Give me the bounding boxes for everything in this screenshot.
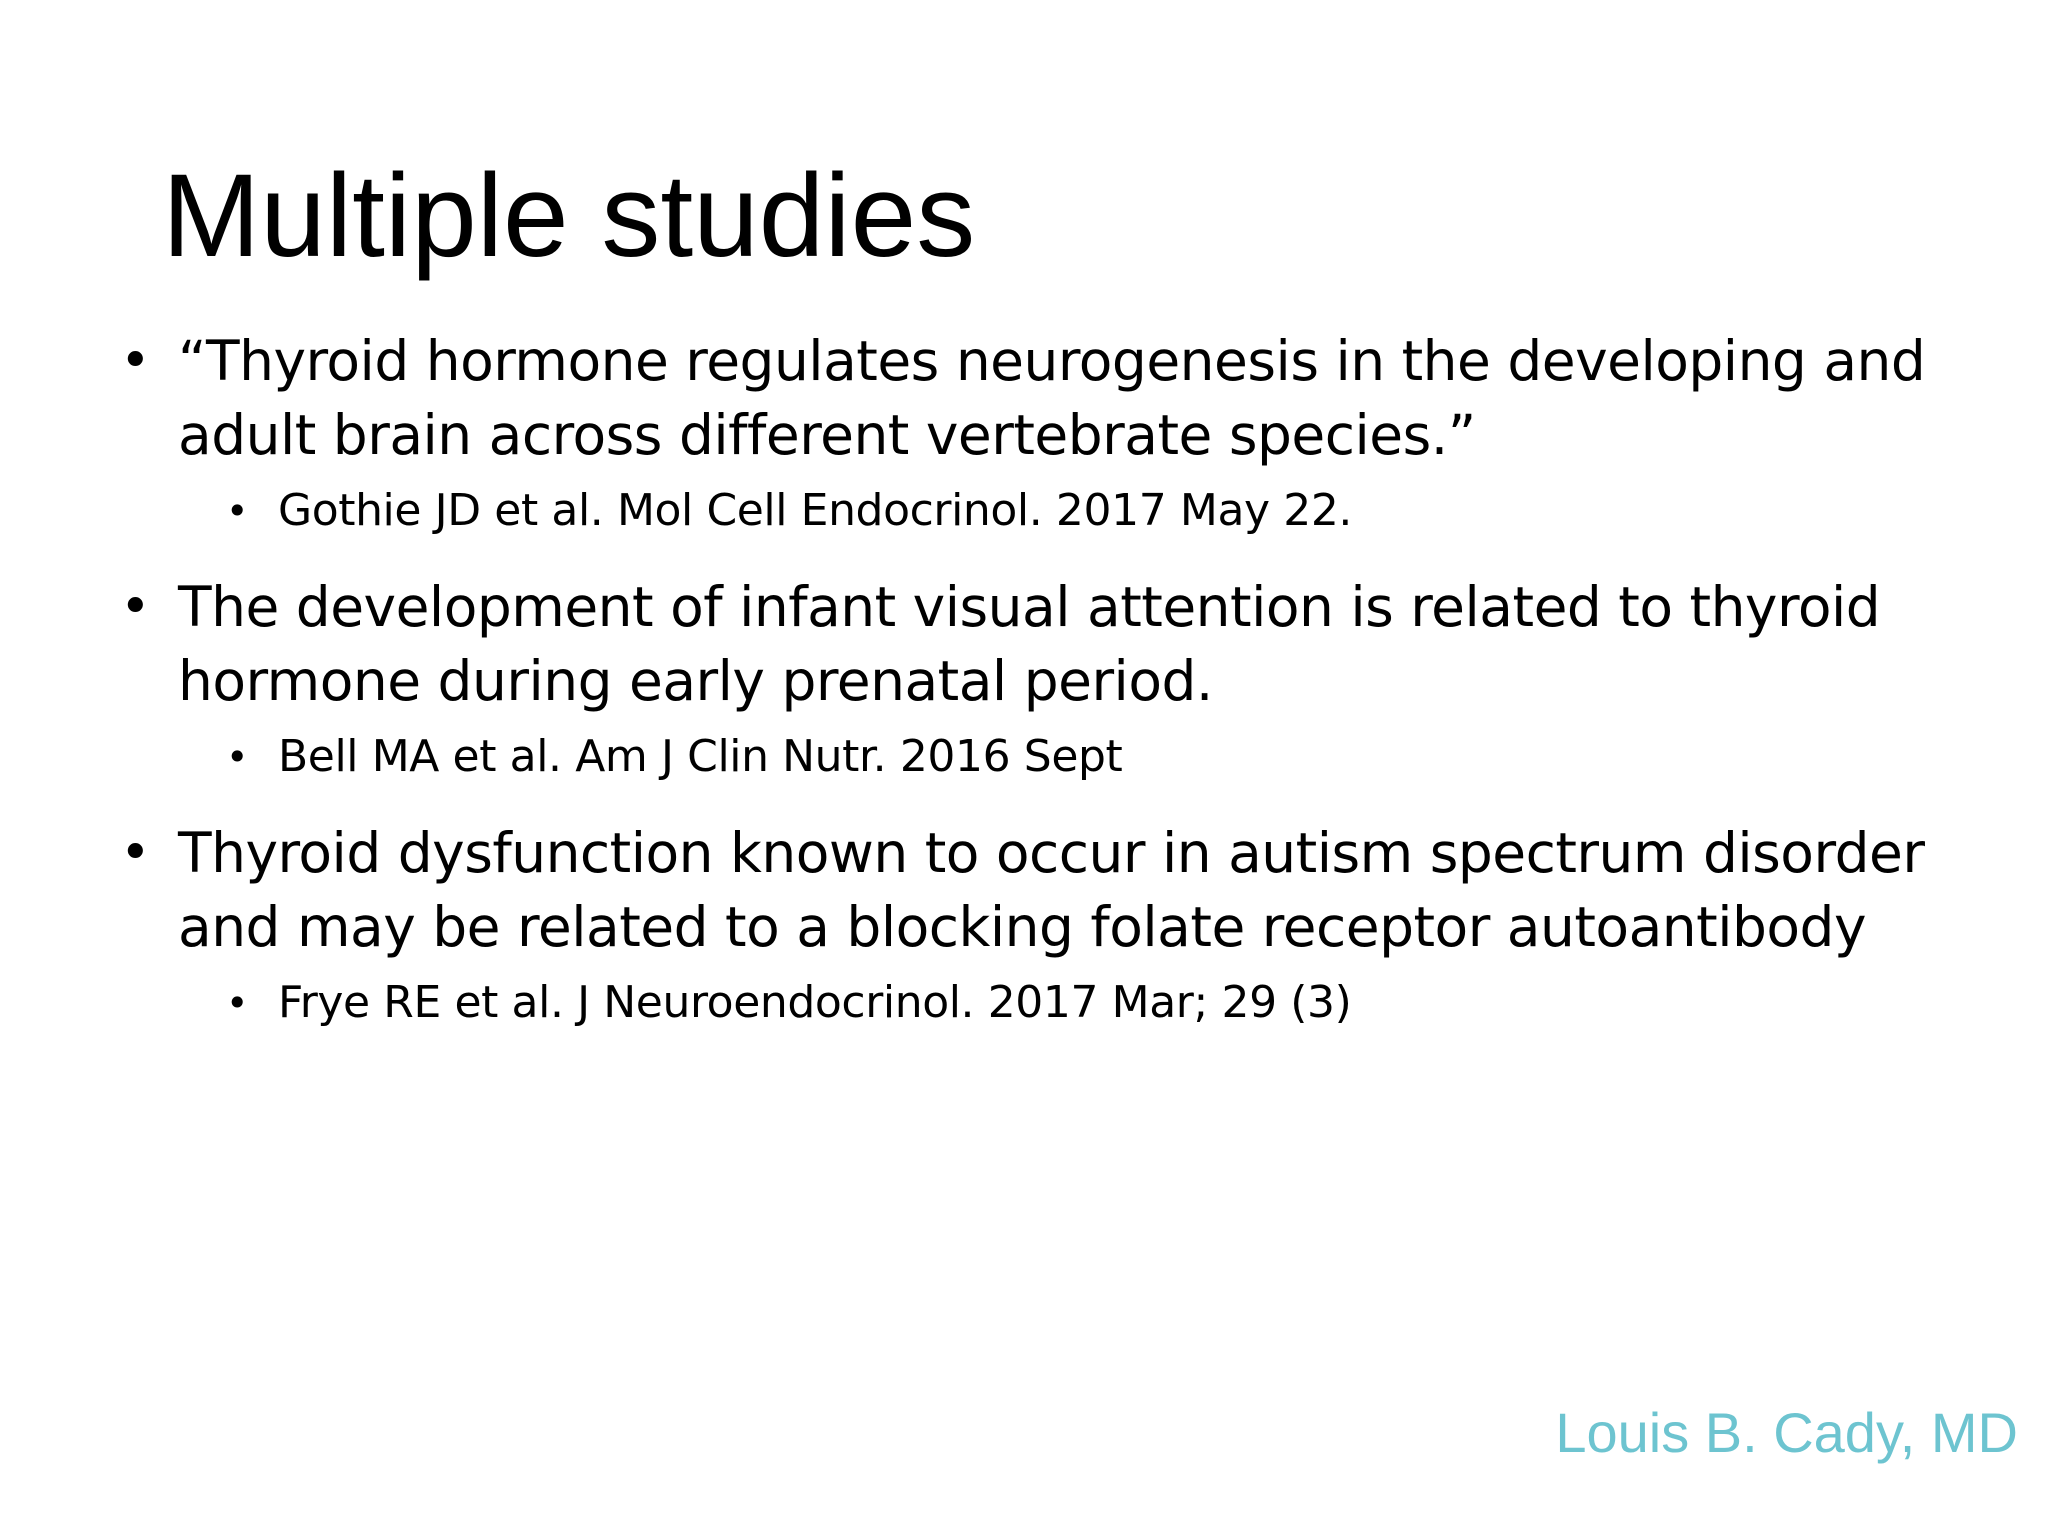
citation-item xyxy=(218,726,1998,788)
bullet-item xyxy=(118,324,1998,472)
citation-item xyxy=(218,972,1998,1034)
slide-title: Multiple studies xyxy=(162,150,976,282)
bullet-icon: • xyxy=(226,735,249,779)
bullet-text: The development of infant visual attention is related to thyroid hormone during early prenatal period. xyxy=(178,575,1881,713)
bullet-icon: • xyxy=(120,331,151,391)
citation-item xyxy=(218,480,1998,542)
bullet-icon: • xyxy=(120,823,151,883)
citation-text: Frye RE et al. J Neuroendocrinol. 2017 Mar; 29 (3) xyxy=(278,977,1352,1028)
bullet-icon: • xyxy=(226,489,249,533)
bullet-icon: • xyxy=(226,981,249,1025)
bullet-item xyxy=(118,816,1998,964)
bullet-text: “Thyroid hormone regulates neurogenesis in the developing and adult brain across different vertebrate species.” xyxy=(178,329,1926,467)
citation-text: Bell MA et al. Am J Clin Nutr. 2016 Sept xyxy=(278,731,1123,782)
citation-text: Gothie JD et al. Mol Cell Endocrinol. 2017 May 22. xyxy=(278,485,1353,536)
bullet-item xyxy=(118,570,1998,718)
author-footer: Louis B. Cady, MD xyxy=(1555,1401,2018,1464)
bullet-list xyxy=(118,324,1998,1062)
bullet-icon: • xyxy=(120,577,151,637)
bullet-text: Thyroid dysfunction known to occur in autism spectrum disorder and may be related to a blocking folate receptor autoantibody xyxy=(178,821,1925,959)
